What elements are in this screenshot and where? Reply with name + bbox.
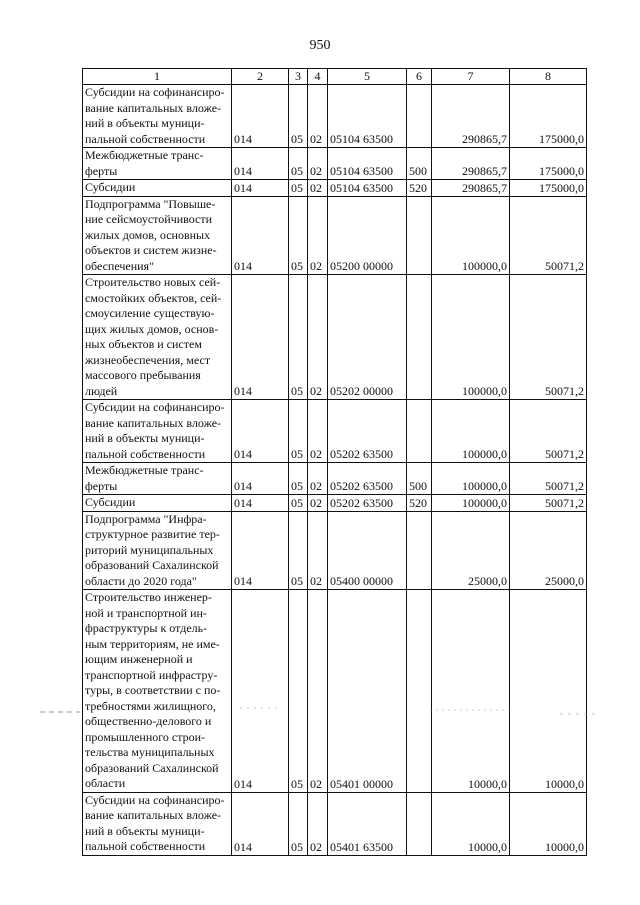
name-line: пальной собственности bbox=[85, 131, 206, 146]
cell-section: 05 bbox=[289, 792, 308, 855]
cell-expense-type: 500 bbox=[407, 148, 432, 180]
cell-subsection: 02 bbox=[308, 148, 328, 180]
table-row bbox=[83, 463, 587, 495]
cell-subsection: 02 bbox=[308, 180, 328, 197]
cell-subsection: 02 bbox=[308, 590, 328, 793]
cell-expense-type bbox=[407, 275, 432, 400]
cell-amount-col7: 100000,0 bbox=[432, 463, 510, 495]
cell-name bbox=[83, 463, 232, 495]
cell-amount-col7: 290865,7 bbox=[432, 85, 510, 148]
cell-target-article: 05400 00000 bbox=[328, 511, 407, 590]
cell-name bbox=[83, 400, 232, 463]
cell-expense-type bbox=[407, 85, 432, 148]
name-line: ным территориям, не име- bbox=[85, 636, 220, 651]
cell-target-article: 05202 00000 bbox=[328, 275, 407, 400]
cell-subsection: 02 bbox=[308, 85, 328, 148]
name-line: фраструктуры к отдель- bbox=[85, 621, 208, 635]
cell-expense-type: 500 bbox=[407, 463, 432, 495]
cell-subsection: 02 bbox=[308, 511, 328, 590]
table-row bbox=[83, 196, 587, 275]
cell-name bbox=[83, 180, 232, 197]
cell-amount-col7: 10000,0 bbox=[432, 590, 510, 793]
name-line: жизнеобеспечения, мест bbox=[85, 352, 211, 367]
column-header: 7 bbox=[432, 69, 510, 85]
column-header: 2 bbox=[232, 69, 289, 85]
cell-section: 05 bbox=[289, 275, 308, 400]
name-line: ние сейсмоустойчивости bbox=[85, 212, 213, 226]
name-line: ний в объекты муници- bbox=[85, 431, 205, 445]
name-line: туры, в соответствии с по- bbox=[85, 683, 221, 697]
column-header: 8 bbox=[510, 69, 587, 85]
name-line: структурное развитие тер- bbox=[85, 527, 220, 541]
table-row bbox=[83, 495, 587, 512]
table-header-row bbox=[83, 69, 587, 85]
name-line: образований Сахалинской bbox=[85, 558, 219, 572]
name-line: вание капитальных вложе- bbox=[85, 100, 222, 115]
cell-code: 014 bbox=[232, 180, 289, 197]
name-line: Субсидии на софинансиро- bbox=[85, 400, 225, 414]
name-line: обеспечения" bbox=[85, 258, 154, 273]
cell-target-article: 05202 63500 bbox=[328, 495, 407, 512]
cell-amount-col7: 100000,0 bbox=[432, 275, 510, 400]
cell-subsection: 02 bbox=[308, 495, 328, 512]
column-header: 3 bbox=[289, 69, 308, 85]
column-header: 5 bbox=[328, 69, 407, 85]
name-line: пальной собственности bbox=[85, 839, 206, 853]
column-header: 6 bbox=[407, 69, 432, 85]
cell-name bbox=[83, 148, 232, 180]
name-line: риторий муниципальных bbox=[85, 542, 214, 557]
cell-amount-col8: 50071,2 bbox=[510, 495, 587, 512]
name-line: Субсидии на софинансиро- bbox=[85, 85, 225, 99]
name-line: Межбюджетные транс- bbox=[85, 148, 204, 162]
cell-section: 05 bbox=[289, 400, 308, 463]
cell-amount-col7: 25000,0 bbox=[432, 511, 510, 590]
cell-section: 05 bbox=[289, 85, 308, 148]
name-line: Подпрограмма "Инфра- bbox=[85, 511, 207, 526]
cell-amount-col8: 175000,0 bbox=[510, 85, 587, 148]
name-line: ний в объекты муници- bbox=[85, 116, 205, 130]
cell-expense-type bbox=[407, 196, 432, 275]
column-header: 4 bbox=[308, 69, 328, 85]
cell-amount-col7: 10000,0 bbox=[432, 792, 510, 855]
name-line: тельства муниципальных bbox=[85, 745, 215, 759]
column-header: 1 bbox=[83, 69, 232, 85]
cell-section: 05 bbox=[289, 495, 308, 512]
cell-name bbox=[83, 275, 232, 400]
cell-expense-type bbox=[407, 590, 432, 793]
name-line: общественно-делового и bbox=[85, 714, 212, 728]
cell-code: 014 bbox=[232, 85, 289, 148]
cell-expense-type bbox=[407, 511, 432, 590]
cell-name bbox=[83, 85, 232, 148]
cell-subsection: 02 bbox=[308, 196, 328, 275]
cell-section: 05 bbox=[289, 196, 308, 275]
cell-amount-col8: 175000,0 bbox=[510, 148, 587, 180]
table-row bbox=[83, 180, 587, 197]
cell-name bbox=[83, 590, 232, 793]
name-line: ферты bbox=[85, 163, 118, 178]
cell-name bbox=[83, 495, 232, 512]
scan-artifact-dots bbox=[40, 702, 600, 722]
budget-table bbox=[82, 68, 587, 856]
name-line: Строительство инженер- bbox=[85, 590, 212, 604]
cell-target-article: 05104 63500 bbox=[328, 85, 407, 148]
name-line: области bbox=[85, 776, 126, 790]
cell-amount-col8: 10000,0 bbox=[510, 590, 587, 793]
cell-code: 014 bbox=[232, 590, 289, 793]
cell-amount-col8: 175000,0 bbox=[510, 180, 587, 197]
name-line: ных объектов и систем bbox=[85, 337, 202, 351]
cell-amount-col7: 100000,0 bbox=[432, 196, 510, 275]
cell-amount-col8: 10000,0 bbox=[510, 792, 587, 855]
name-line: области до 2020 года" bbox=[85, 573, 197, 588]
cell-amount-col8: 25000,0 bbox=[510, 511, 587, 590]
table-row bbox=[83, 792, 587, 855]
cell-section: 05 bbox=[289, 180, 308, 197]
table-row bbox=[83, 590, 587, 793]
cell-amount-col8: 50071,2 bbox=[510, 275, 587, 400]
cell-code: 014 bbox=[232, 275, 289, 400]
cell-code: 014 bbox=[232, 196, 289, 275]
cell-code: 014 bbox=[232, 792, 289, 855]
table-row bbox=[83, 148, 587, 180]
cell-name bbox=[83, 196, 232, 275]
cell-section: 05 bbox=[289, 511, 308, 590]
cell-amount-col7: 100000,0 bbox=[432, 400, 510, 463]
name-line: Подпрограмма "Повыше- bbox=[85, 196, 216, 211]
cell-target-article: 05202 63500 bbox=[328, 463, 407, 495]
table-row bbox=[83, 275, 587, 400]
cell-expense-type: 520 bbox=[407, 180, 432, 197]
cell-code: 014 bbox=[232, 511, 289, 590]
cell-code: 014 bbox=[232, 148, 289, 180]
name-line: Межбюджетные транс- bbox=[85, 463, 204, 477]
table-body bbox=[83, 69, 587, 856]
cell-code: 014 bbox=[232, 495, 289, 512]
cell-target-article: 05401 00000 bbox=[328, 590, 407, 793]
cell-amount-col8: 50071,2 bbox=[510, 463, 587, 495]
cell-target-article: 05200 00000 bbox=[328, 196, 407, 275]
name-line: щих жилых домов, основ- bbox=[85, 321, 219, 336]
cell-target-article: 05104 63500 bbox=[328, 148, 407, 180]
cell-name bbox=[83, 511, 232, 590]
name-line: требностями жилищного, bbox=[85, 698, 216, 713]
name-line: объектов и систем жизне- bbox=[85, 243, 217, 257]
table-row bbox=[83, 400, 587, 463]
name-line: смоусиление существую- bbox=[85, 306, 215, 320]
table-row bbox=[83, 511, 587, 590]
name-line: ной и транспортной ин- bbox=[85, 605, 207, 620]
name-line: ний в объекты муници- bbox=[85, 823, 205, 838]
cell-target-article: 05401 63500 bbox=[328, 792, 407, 855]
name-line: вание капитальных вложе- bbox=[85, 415, 222, 430]
name-line: Субсидии bbox=[85, 495, 136, 509]
name-line: ферты bbox=[85, 478, 118, 493]
name-line: вание капитальных вложе- bbox=[85, 808, 222, 822]
name-line: смостойких объектов, сей- bbox=[85, 290, 222, 305]
name-line: Строительство новых сей- bbox=[85, 275, 221, 289]
name-line: массового пребывания людей bbox=[85, 368, 201, 398]
page-number: 950 bbox=[309, 38, 331, 53]
cell-target-article: 05104 63500 bbox=[328, 180, 407, 197]
name-line: Субсидии на софинансиро- bbox=[85, 792, 225, 807]
cell-expense-type bbox=[407, 792, 432, 855]
cell-amount-col8: 50071,2 bbox=[510, 400, 587, 463]
name-line: промышленного строи- bbox=[85, 729, 206, 744]
cell-section: 05 bbox=[289, 463, 308, 495]
name-line: транспортной инфрастру- bbox=[85, 667, 218, 682]
cell-subsection: 02 bbox=[308, 463, 328, 495]
cell-subsection: 02 bbox=[308, 400, 328, 463]
cell-name bbox=[83, 792, 232, 855]
table-row bbox=[83, 85, 587, 148]
name-line: ющим инженерной и bbox=[85, 652, 193, 666]
cell-code: 014 bbox=[232, 463, 289, 495]
cell-expense-type bbox=[407, 400, 432, 463]
cell-amount-col7: 290865,7 bbox=[432, 148, 510, 180]
cell-subsection: 02 bbox=[308, 275, 328, 400]
name-line: образований Сахалинской bbox=[85, 760, 219, 775]
name-line: Субсидии bbox=[85, 180, 136, 194]
name-line: жилых домов, основных bbox=[85, 227, 211, 242]
cell-amount-col8: 50071,2 bbox=[510, 196, 587, 275]
name-line: пальной собственности bbox=[85, 446, 206, 461]
cell-subsection: 02 bbox=[308, 792, 328, 855]
cell-code: 014 bbox=[232, 400, 289, 463]
cell-expense-type: 520 bbox=[407, 495, 432, 512]
cell-amount-col7: 100000,0 bbox=[432, 495, 510, 512]
cell-section: 05 bbox=[289, 590, 308, 793]
cell-target-article: 05202 63500 bbox=[328, 400, 407, 463]
cell-amount-col7: 290865,7 bbox=[432, 180, 510, 197]
cell-section: 05 bbox=[289, 148, 308, 180]
